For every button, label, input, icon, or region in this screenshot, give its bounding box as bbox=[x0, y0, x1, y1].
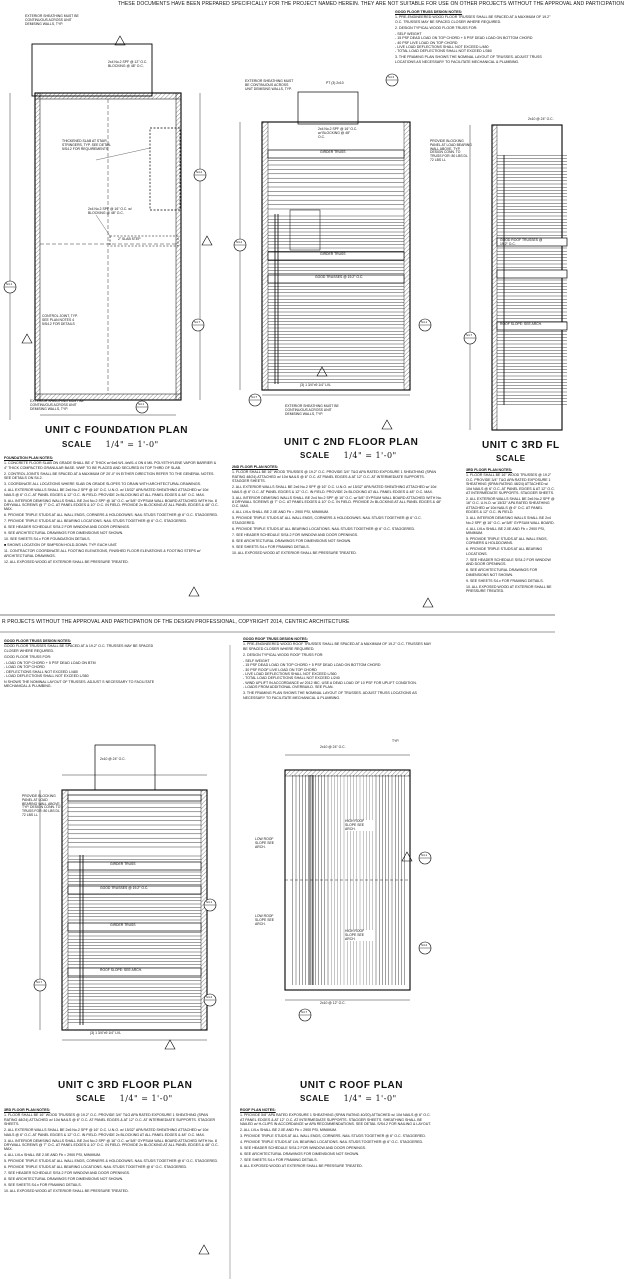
note-item: 3. ALL INTERIOR DEMISING WALLS SHALL BE 2x4 No.2 SPF @ 16" O.C. w/ 5/8" GYPSUM WALL BOARD. bbox=[466, 516, 555, 525]
note-item: 7. PROVIDE TRIPLE STUDS AT ALL BEARING LOCATIONS. NAIL STUDS TOGETHER @ 6" O.C. STAGGERED. bbox=[4, 519, 188, 524]
note-item: 6. SEE ARCHITECTURAL DRAWINGS FOR DIMENSIONS NOT SHOWN. bbox=[240, 1152, 360, 1157]
note-item: 1. PRE-ENGINEERED WOOD FLOOR TRUSSES SHALL BE SPACED AT A MAXIMUM OF 19.2" O.C. TRUSSES MAY BE SPACED CLOSER WHERE REQUIRED. bbox=[395, 15, 551, 24]
note-item: - LIVE LOAD DEFLECTIONS SHALL NOT EXCEED L/480 bbox=[395, 45, 489, 50]
note-item: 3. PROVIDE TRIPLE STUDS AT ALL WALL ENDS, CORNERS. NAIL STUDS TOGETHER @ 6" O.C. STAGGERED. bbox=[240, 1134, 426, 1139]
note-item: 2. CONTROL JOINTS SHALL BE SPACED AT A MAXIMUM OF 20'-0" IN EITHER DIRECTION REFER TO THE GENERAL NOTES. SEE DETAILS ON S4.2. bbox=[4, 471, 215, 481]
note-item: - 15 PSF DEAD LOAD ON TOP CHORD + 5 PSF DEAD LOAD ON BOTTOM CHORD bbox=[243, 663, 381, 668]
third-floor-notes bbox=[4, 1108, 219, 1195]
roof-scale: SCALE 1/4" = 1'-0" bbox=[300, 1094, 397, 1103]
third-floor-plan-title: UNIT C 3RD FLOOR PLAN bbox=[58, 1080, 193, 1091]
label-provide-blocking-top: PROVIDE BLOCKING PANEL AT LOAD BEARING WALL ABOVE, TYP. DESIGN CONN. TO TRUSS FOR: 80 LBS DL 72 LBS LL bbox=[430, 139, 472, 162]
label-3rd-roof-slope: ROOF SLOPE: SEE ARCH. bbox=[100, 968, 143, 972]
note-item: 2. DESIGN TYPICAL WOOD ROOF TRUSS FOR: bbox=[243, 652, 324, 657]
note-item: - LOAD ON TOP CHORD + 5 PSF DEAD LOAD ON BTM bbox=[4, 660, 96, 665]
label-3rd-good-trusses: GOOD TRUSSES @ 19.2" O.C. bbox=[100, 886, 149, 890]
mid-disclaimer: R PROJECTS WITHOUT THE APPROVAL AND PARTICIPATION OF THE DESIGN PROFESSIONAL, COPYRIGHT 2014, CENTRIC ARCHITECTURE bbox=[2, 619, 350, 625]
label-roof-typ: TYP. bbox=[392, 739, 400, 743]
third-floor-scale: SCALE 1/4" = 1'-0" bbox=[76, 1094, 173, 1103]
callout-o: S4.2 bbox=[421, 943, 428, 947]
callout-g: S4.7 bbox=[251, 395, 258, 399]
note-item: 2. ALL EXTERIOR WALLS SHALL BE 2x6 No.2 SPF @ 16" O.C. U.N.O. w/ 15/32" APA RATED SHEATHING ATTACHED w/ 10d NAILS @ 6" O.C. AT PANEL EDGES & 12" O.C. IN FIELD. PROVIDE 2x BLOCKING AT ALL PANEL EDGES & 48" O.C. MAX. bbox=[4, 1128, 209, 1137]
label-3rdp-slope: ROOF SLOPE: SEE ARCH. bbox=[500, 322, 543, 326]
note-item: 1. FLOOR SHALL BE 16" WOOD TRUSSES @ 19.2" O.C. PROVIDE 3/4" T&G APA RATED EXPOSURE 1 SHEATHING (SPAN RATING 48/24) ATTACHED w/ 10d NAILS @ 6" O.C. AT PANEL EDGES & AT 12" O.C. AT INTERMEDIATE SUPPORTS. STAGGER SHEETS. bbox=[466, 473, 555, 496]
note-item: 4. ALL EXTERIOR WALLS SHALL BE 2x6 No.2 SPF @ 16" O.C. U.N.O. w/ 15/32" APA RATED SHEATHING ATTACHED w/ 10d NAILS @ 6" O.C. AT PANEL EDGES & 12" O.C. IN FIELD. PROVIDE 2x BLOCKING AT ALL PANEL EDGES & 48" O.C. MAX. bbox=[4, 488, 209, 497]
label-low-roof-b: LOW ROOF SLOPE SEE ARCH. bbox=[255, 914, 275, 926]
roof-plan-drawing bbox=[285, 755, 431, 1021]
callout-f: S4.3 bbox=[388, 75, 395, 79]
callout-k: S4.1 bbox=[206, 900, 213, 904]
note-item: 7. SEE HEADER SCHEDULE S/S4.2 FOR WINDOW AND DOOR OPENINGS. bbox=[4, 1171, 131, 1176]
callout-j: S4.7 bbox=[36, 980, 43, 984]
note-item: 5. PROVIDE TRIPLE STUDS AT ALL WALL ENDS, CORNERS & HOLDDOWNS. NAIL STUDS TOGETHER @ 6" O.C. STAGGERED. bbox=[4, 1159, 219, 1164]
third-floor-partial-heading: 3RD FLOOR PLAN NOTES: bbox=[466, 468, 513, 472]
note-item: 1. PRE-ENGINEERED WOOD ROOF TRUSSES SHALL BE SPACED AT A MAXIMUM OF 19.2" O.C. TRUSSES MAY BE SPACED CLOSER WHERE REQUIRED. bbox=[243, 642, 432, 651]
note-item: 6. PROVIDE TRIPLE STUDS AT ALL BEARING LOCATIONS. bbox=[466, 547, 543, 556]
label-pt-2x10: PT (3) 2x10 bbox=[326, 81, 344, 85]
label-3rd-girder-a: GIRDER TRUSS bbox=[110, 862, 136, 866]
note-item: - SELF WEIGHT bbox=[395, 31, 422, 36]
note-item: N SHOWS THE NOMINAL LAYOUT OF TRUSSES. ADJUST S NECESSARY TO FACILITATE MECHANICAL & PLUMBING. bbox=[4, 680, 155, 689]
note-item: 2. ALL LVLs SHALL BE 2.0E AND Fb = 2900 PSI, MINIMUM. bbox=[240, 1128, 338, 1133]
callout-l: S4.2 bbox=[206, 995, 213, 999]
label-sheathing-bottom: EXTERIOR SHEATHING MUST BE CONTINUOUS ACROSS UNIT DEMISING WALLS, TYP. bbox=[30, 399, 84, 411]
roof-notes-heading: ROOF PLAN NOTES: bbox=[240, 1108, 276, 1112]
note-item: 3. THE FRAMING PLAN SHOWS THE NOMINAL LAYOUT OF TRUSSES. ADJUST TRUSS LOCATIONS AS NECESSARY TO FACILITATE MECHANICAL & PLUMBING. bbox=[395, 55, 542, 64]
note-item: 7. SEE HEADER SCHEDULE S/S4.2 FOR WINDOW AND DOOR OPENINGS. bbox=[232, 532, 359, 537]
label-2nd-good-trusses: GOOD TRUSSES @ 19.2" O.C. bbox=[315, 275, 364, 279]
note-item: 4. ALL LVLs SHALL BE 2.0E AND Fb = 2900 PSI, MINIMUM. bbox=[466, 526, 545, 536]
note-item: 1. CONCRETE FLOOR SLAB ON GRADE SHALL BE 4" THICK w/ 6x6 W1.4xW1.4 ON 6 MIL POLYETHYLENE VAPOR BARRIER & 4" THICK COMPACTED GRANULAR BASE. WWF TO BE PLACED AND SECURED IN TOP THIRD OF SLAB. bbox=[4, 461, 217, 470]
note-item: 3. ALL INTERIOR DEMISING WALLS SHALL BE 2x4 No.2 SPF @ 16" O.C. w/ 5/8" GYPSUM WALL BOARD ATTACHED WITH No. 8 DRYWALL SCREWS @ 7" O.C. AT PANEL EDGES & 10" O.C. IN FIELD. PROVIDE 2x BLOCKING AT ALL PANEL EDGES & 48" O.C. MAX. bbox=[4, 1138, 219, 1152]
note-item: - 40 PSF LIVE LOAD ON TOP CHORD bbox=[395, 40, 458, 45]
second-floor-notes-heading: 2ND FLOOR PLAN NOTES: bbox=[232, 465, 279, 469]
second-floor-truss-notes bbox=[395, 10, 555, 66]
note-item: 5. PROVIDE TRIPLE STUDS AT ALL WALL ENDS, CORNERS & HOLDDOWNS. NAIL STUDS TOGETHER @ 6" O.C. STAGGERED. bbox=[232, 516, 422, 525]
label-2nd-sheathing-bottom: EXTERIOR SHEATHING MUST BE CONTINUOUS ACROSS UNIT DEMISING WALLS, TYP. bbox=[285, 404, 339, 416]
truss-notes-heading: GOOD FLOOR TRUSS DESIGN NOTES: bbox=[395, 10, 463, 14]
note-item: 3. COORDINATE ALL LOCATIONS WHERE SLAB ON GRADE SLOPES TO DRAIN WITH ARCHITECTURAL DRAWINGS. bbox=[4, 482, 202, 487]
label-roof-dim-bottom: 2x10 @ 12" O.C. bbox=[320, 1001, 346, 1005]
roof-truss-notes bbox=[243, 637, 433, 702]
note-item: 11. CONTRACTOR COORDINATE ALL FOOTING ELEVATIONS, FINISHED FLOOR ELEVATIONS & FOOTING STEPS w/ ARCHITECTURAL DRAWINGS. bbox=[4, 549, 201, 558]
note-item: 8. ALL EXPOSED WOOD AT EXTERIOR SHALL BE PRESSURE TREATED. bbox=[240, 1164, 363, 1169]
third-floor-partial-scale: SCALE bbox=[496, 454, 526, 463]
note-item: 10. ALL EXPOSED WOOD AT EXTERIOR SHALL BE PRESSURE TREATED. bbox=[232, 550, 357, 555]
label-2nd-sheathing: EXTERIOR SHEATHING MUST BE CONTINUOUS ACROSS UNIT DEMISING WALLS, TYP. bbox=[245, 79, 294, 91]
foundation-plan-title: UNIT C FOUNDATION PLAN bbox=[45, 425, 189, 436]
callout-a: S4.1 bbox=[6, 282, 13, 286]
note-item: 4. ALL LVLs SHALL BE 2.0E AND Fb = 2900 PSI, MINIMUM. bbox=[232, 510, 330, 515]
note-item: - LOAD ON TOP CHORD bbox=[4, 665, 45, 670]
label-2nd-girder-a: GIRDER TRUSS bbox=[320, 150, 346, 154]
note-item: 2. ALL EXTERIOR WALLS SHALL BE 2x6 No.2 SPF @ 16" O.C. U.N.O. w/ 15/32" APA RATED SHEATHING ATTACHED w/ 10d NAILS @ 6" O.C. AT PANEL EDGES & 12" O.C. IN FIELD. PROVIDE 2x BLOCKING AT ALL PANEL EDGES & 48" O.C. MAX. bbox=[232, 485, 437, 494]
note-item: 7. SEE HEADER SCHEDULE S/S4.2 FOR WINDOW AND DOOR OPENINGS. bbox=[466, 557, 551, 567]
note-item: 4. PROVIDE TRIPLE STUDS AT LVL BEARING LOCATIONS. NAIL STUDS TOGETHER @ 6" O.C. STAGGERED. bbox=[240, 1140, 424, 1145]
note-item: - TOTAL LOAD DEFLECTIONS SHALL NOT EXCEED L/240 bbox=[243, 676, 340, 681]
note-item: 1. FLOOR SHALL BE 16" WOOD TRUSSES @ 19.2" O.C. PROVIDE 3/4" T&G APA RATED EXPOSURE 1 SHEATHING (SPAN RATING 48/24) ATTACHED w/ 10d NAILS @ 6" O.C. AT PANEL EDGES & AT 12" O.C. AT INTERMEDIATE SUPPORTS. STAGGER SHEETS. bbox=[4, 1113, 216, 1127]
label-3rd-dim-top: 2x10 @ 24" O.C. bbox=[100, 757, 126, 761]
note-item: 2. ALL EXTERIOR WALLS SHALL BE 2x6 No.2 SPF @ 16" O.C. U.N.O. w/ 15/32" APA RATED SHEATHING ATTACHED w/ 10d NAILS @ 6" O.C. AT PANEL EDGES & 12" O.C. IN FIELD. bbox=[466, 497, 555, 515]
third-floor-truss-heading: GOOD FLOOR TRUSS DESIGN NOTES: bbox=[4, 639, 72, 643]
note-item: 4. ALL LVLs SHALL BE 2.0E AND Fb = 2900 PSI, MINIMUM. bbox=[4, 1153, 102, 1158]
note-item: 5. SEE HEADER SCHEDULE S/S4.2 FOR WINDOW AND DOOR OPENINGS. bbox=[240, 1146, 367, 1151]
label-3rd-provide-blocking: PROVIDE BLOCKING PANEL AT LOAD BEARING WALL ABOVE, TYP. DESIGN CONN. TO TRUSS FOR: 80 LBS DL 72 LBS LL bbox=[22, 794, 61, 817]
note-item: 5. ALL INTERIOR DEMISING WALLS SHALL BE 2x4 No.2 SPF @ 16" O.C. w/ 5/8" GYPSUM WALL BOARD ATTACHED WITH No. 8 DRYWALL SCREWS @ 7" O.C. AT PANEL EDGES & 10" O.C. IN FIELD. PROVIDE 2x BLOCKING AT ALL PANEL EDGES & 48" O.C. MAX. bbox=[4, 498, 219, 512]
label-3rd-lvl: (3) 1 3/4"x9 1/4" LVL bbox=[90, 1031, 121, 1035]
note-item: ■ SHOWS LOCATION OF SIMPSON HOLD-DOWN. TYP. EACH UNIT. bbox=[4, 543, 118, 548]
callout-c: S4.7 bbox=[194, 320, 201, 324]
note-item: - SELF WEIGHT bbox=[243, 658, 270, 663]
third-floor-truss-notes bbox=[4, 639, 164, 690]
note-item: 8. SEE ARCHITECTURAL DRAWINGS FOR DIMENSIONS NOT SHOWN. bbox=[4, 1177, 124, 1182]
second-floor-plan-title: UNIT C 2ND FLOOR PLAN bbox=[284, 437, 419, 448]
foundation-notes bbox=[4, 456, 219, 566]
note-item: - DEFLECTIONS SHALL NOT EXCEED L/480 bbox=[4, 669, 78, 674]
label-3rd-girder-b: GIRDER TRUSS bbox=[110, 923, 136, 927]
label-high-roof-a: HIGH ROOF SLOPE SEE ARCH. bbox=[345, 820, 375, 831]
roof-notes bbox=[240, 1108, 435, 1170]
note-item: 9. SEE SHEETS S4.x FOR FRAMING DETAILS. bbox=[4, 1183, 82, 1188]
callout-h: S4.1 bbox=[421, 320, 428, 324]
note-item: - LOAD DEFLECTIONS SHALL NOT EXCEED L/360 bbox=[4, 674, 89, 679]
label-blocking: 2x4 No.2 SPF @ 16" O.C. w/ BLOCKING @ 48" O.C. bbox=[88, 207, 132, 215]
note-item: - TOTAL LOAD DEFLECTIONS SHALL NOT EXCEED L/360 bbox=[395, 49, 492, 54]
note-item: 10. ALL EXPOSED WOOD AT EXTERIOR SHALL BE PRESSURE TREATED. bbox=[4, 1189, 129, 1194]
callout-b: S4.2 bbox=[196, 170, 203, 174]
note-item: - 15 PSF DEAD LOAD ON TOP CHORD + 5 PSF DEAD LOAD ON BOTTOM CHORD bbox=[395, 36, 533, 41]
callout-e: S4.2 bbox=[236, 240, 243, 244]
note-item: 3. THE FRAMING PLAN SHOWS THE NOMINAL LAYOUT OF TRUSSES. ADJUST TRUSS LOCATIONS AS NECESSARY TO FACILITATE MECHANICAL & PLUMBING. bbox=[243, 691, 417, 700]
top-disclaimer: THESE DOCUMENTS HAVE BEEN PREPARED SPECIFICALLY FOR THE PROJECT NAMED HEREIN. THEY ARE NOT SUITABLE FOR USE ON OTHER PROJECTS WITHOUT THE APPROVAL AND PARTICIPATION bbox=[118, 1, 624, 7]
third-floor-partial-notes bbox=[466, 468, 555, 608]
note-item: 2. DESIGN TYPICAL WOOD FLOOR TRUSS FOR: bbox=[395, 25, 478, 30]
note-item: 12. ALL EXPOSED WOOD AT EXTERIOR SHALL BE PRESSURE TREATED. bbox=[4, 559, 129, 564]
label-2nd-blocking: 2x4 No.2 SPF @ 16" O.C. w/ BLOCKING @ 48" O.C. bbox=[318, 127, 358, 139]
label-3rd-dim: 2x10 @ 24" O.C. bbox=[528, 117, 554, 121]
foundation-notes-heading: FOUNDATION PLAN NOTES: bbox=[4, 456, 54, 460]
note-item: 1. FLOOR SHALL BE 16" WOOD TRUSSES @ 19.2" O.C. PROVIDE 3/4" T&G APA RATED EXPOSURE 1 SHEATHING (SPAN RATING 48/24) ATTACHED w/ 10d NAILS @ 6" O.C. AT PANEL EDGES & AT 12" O.C. AT INTERMEDIATE SUPPORTS. STAGGER SHEETS. bbox=[232, 470, 437, 484]
label-3rdp-good: GOOD ROOF TRUSSES @ 19.2" O.C. bbox=[500, 238, 543, 246]
label-thickened-slab: THICKENED SLAB AT STAIR STRINGERS, TYP. SEE DETAIL 5/S4.2 FOR REQUIREMENTS bbox=[62, 139, 111, 151]
roof-truss-heading: GOOD ROOF TRUSS DESIGN NOTES: bbox=[243, 637, 308, 641]
callout-n: S4.1 bbox=[421, 853, 428, 857]
note-item: - LOADS FROM ADDITIONAL OVERBUILD. SEE PLAN. bbox=[243, 685, 334, 690]
label-low-roof-a: LOW ROOF SLOPE SEE ARCH. bbox=[255, 837, 275, 849]
label-joist: 2x4 No.2 SPF @ 12" O.C. BLOCKING @ 48" O.C. bbox=[108, 60, 148, 68]
note-item: GOOD FLOOR TRUSS FOR: bbox=[4, 654, 52, 659]
third-floor-partial-title: UNIT C 3RD FL bbox=[482, 440, 560, 451]
label-2nd-girder-b: GIRDER TRUSS bbox=[320, 252, 346, 256]
label-roof-dim: 2x10 @ 24" O.C. bbox=[320, 745, 346, 749]
note-item: 3. ALL INTERIOR DEMISING WALLS SHALL BE 2x4 No.2 SPF @ 16" O.C. w/ 5/8" GYPSUM WALL BOARD ATTACHED WITH No. 8 DRYWALL SCREWS @ 7" O.C. AT PANEL EDGES & 10" O.C. IN FIELD. PROVIDE 2x BLOCKING AT ALL PANEL EDGES & 48" O.C. MAX. bbox=[232, 495, 442, 509]
callout-i: S4.7 bbox=[466, 333, 473, 337]
note-item: 7. SEE SHEETS S4.x FOR FRAMING DETAILS. bbox=[240, 1158, 318, 1163]
note-item: 10. SEE SHEETS S4.x FOR FOUNDATION DETAILS. bbox=[4, 537, 91, 542]
note-item: 8. SEE ARCHITECTURAL DRAWINGS FOR DIMENSIONS NOT SHOWN. bbox=[232, 538, 352, 543]
note-item: 10. ALL EXPOSED WOOD AT EXTERIOR SHALL BE PRESSURE TREATED. bbox=[466, 584, 552, 594]
note-item: 5. PROVIDE TRIPLE STUDS AT ALL WALL ENDS, CORNERS & HOLDDOWNS. bbox=[466, 537, 548, 546]
note-item: 9. SEE SHEETS S4.x FOR FRAMING DETAILS. bbox=[232, 544, 310, 549]
note-item: 8. SEE ARCHITECTURAL DRAWINGS FOR DIMENSIONS NOT SHOWN. bbox=[466, 568, 538, 577]
foundation-scale: SCALE 1/4" = 1'-0" bbox=[62, 440, 159, 449]
note-item: 9. SEE ARCHITECTURAL DRAWINGS FOR DIMENSIONS NOT SHOWN. bbox=[4, 531, 124, 536]
roof-plan-title: UNIT C ROOF PLAN bbox=[300, 1080, 403, 1091]
note-item: 6. PROVIDE TRIPLE STUDS AT ALL WALL ENDS, CORNERS & HOLDDOWNS. NAIL STUDS TOGETHER @ 6" O.C. STAGGERED. bbox=[4, 513, 219, 518]
label-slab-step: 2" SLAB STEP bbox=[118, 237, 141, 241]
label-control-joint: CONTROL JOINT, TYP. SEE PLAN NOTES 4 5/S4.2 FOR DETAILS bbox=[42, 314, 78, 326]
note-item: 9. SEE SHEETS S4.x FOR FRAMING DETAILS. bbox=[466, 578, 544, 583]
label-2nd-lvl: (3) 1 3/4"x9 1/4" LVL bbox=[300, 383, 331, 387]
note-item: 8. SEE HEADER SCHEDULE S/S4.2 FOR WINDOW AND DOOR OPENINGS. bbox=[4, 525, 131, 530]
label-high-roof-b: HIGH ROOF SLOPE SEE ARCH. bbox=[345, 930, 375, 941]
note-item: 1. PROVIDE 5/8" APA RATED EXPOSURE 1 SHEATHING (SPAN RATING 40/20) ATTACHED w/ 10d NAILS @ 6" O.C. AT PANEL EDGES & AT 12" O.C. AT INTERMEDIATE SUPPORTS. STAGGER SHEETS. SHEATHING SHALL BE NAILED w/ H-CLIPS IN ACCORDANCE w/ APA RECOMMENDATIONS. SEE DETAIL S/S4.2 FOR NAILING & LAYOUT. bbox=[240, 1113, 432, 1127]
callout-d: S4.1 bbox=[138, 402, 145, 406]
note-item: - LIVE LOAD DEFLECTIONS SHALL NOT EXCEED L/360 bbox=[243, 672, 337, 677]
second-floor-notes bbox=[232, 465, 442, 557]
second-floor-scale: SCALE 1/4" = 1'-0" bbox=[300, 451, 397, 460]
note-item: GOOD FLOOR TRUSSES SHALL BE SPACED AT A 19.2" O.C. TRUSSES MAY BE SPACED CLOSER WHERE REQUIRED. bbox=[4, 644, 154, 653]
callout-m: S4.7 bbox=[301, 1010, 308, 1014]
note-item: 6. PROVIDE TRIPLE STUDS AT ALL BEARING LOCATIONS. NAIL STUDS TOGETHER @ 6" O.C. STAGGERED. bbox=[4, 1165, 188, 1170]
third-floor-partial-drawing bbox=[464, 125, 567, 430]
third-floor-notes-heading: 3RD FLOOR PLAN NOTES: bbox=[4, 1108, 51, 1112]
note-item: - 30 PSF ROOF LIVE LOAD ON TOP CHORD bbox=[243, 667, 317, 672]
note-item: - WIND UPLIFT IN ACCORDANCE w/ 2012 IBC. USE A DEAD LOAD OF 10 PSF FOR UPLIFT CONDITION. bbox=[243, 680, 417, 685]
note-item: 6. PROVIDE TRIPLE STUDS AT ALL BEARING LOCATIONS. NAIL STUDS TOGETHER @ 6" O.C. STAGGERED. bbox=[232, 526, 416, 531]
label-sheathing-top: EXTERIOR SHEATHING MUST BE CONTINUOUS ACROSS UNIT DEMISING WALLS, TYP. bbox=[25, 14, 79, 26]
